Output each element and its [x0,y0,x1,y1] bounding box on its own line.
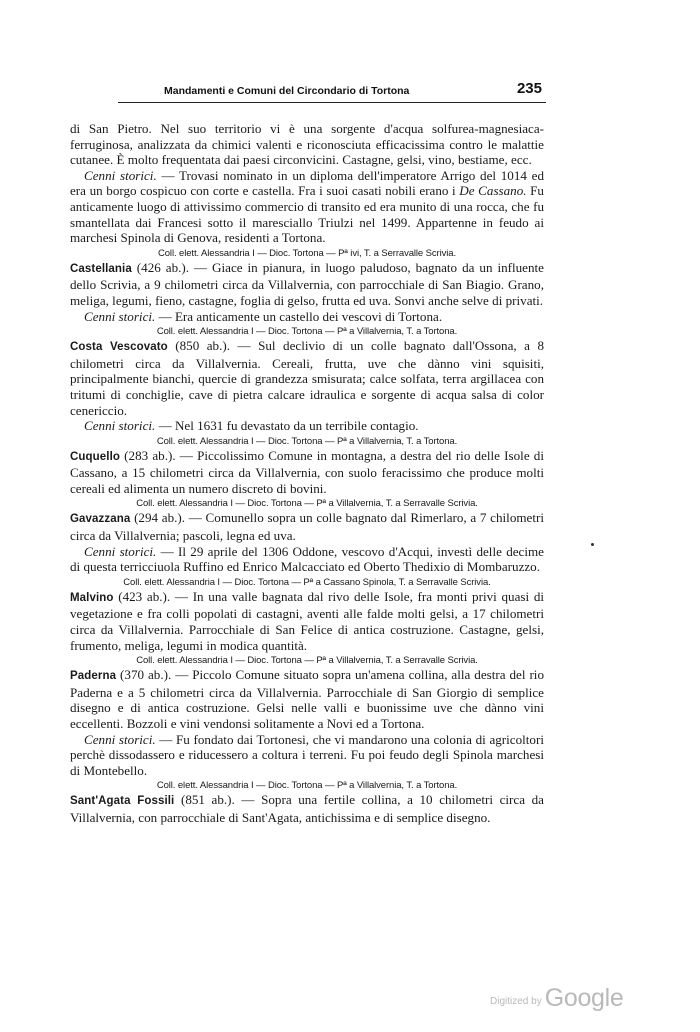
watermark-small: Digitized by [490,996,542,1007]
cenni-label: Cenni storici. [84,418,156,434]
entry-text: (370 ab.). — Piccolo Comune situato sopra un'amena collina, alla destra del rio Paderna e a 5 chilometri circa da Villalvernia. Parrocchiale di San Giorgio di semplice disegno e di antica costruzione. Gelsi nelle valli e buonissime uve che dànno vini eccellenti. Bozzoli e vini vendonsi solitamente a Novi ed a Tortona. [70,667,544,731]
entry-cenni [70,544,544,575]
entry-name: Malvino [70,591,114,604]
entry-text: (283 ab.). — Piccolissimo Comune in montagna, a destra del rio delle Isole di Cassano, a 15 chilometri circa da Villalvernia, con suolo feracissimo che produce molti cereali ed alimenta un numero discreto di bovini. [70,447,544,496]
cenni-text: — Era anticamente un castello dei vescovi di Tortona. [155,308,443,324]
entry-text: (850 ab.). — Sul declivio di un colle bagnato dall'Ossona, a 8 chilometri circa da Villalvernia. Cereali, frutta, uve che dànno vini squisiti, principalmente bianchi, quercie di grandezza smisurata; calce solfata, terra argillacea con tritumi di conchiglie, cave di pietra calcare idraulica e sorgente di acqua salsa di color cenericcio. [70,338,544,418]
coll-line: Coll. elett. Alessandria I — Dioc. Tortona — Pª a Villalvernia, T. a Tortona. [156,326,458,338]
cenni-text: — Nel 1631 fu devastato da un terribile contagio. [155,418,419,434]
entry-name: Sant'Agata Fossili [70,795,175,808]
entry-paragraph [70,338,544,418]
entry-paragraph [70,589,544,653]
entry-paragraph [70,510,544,543]
running-header [118,80,546,103]
coll-line: Coll. elett. Alessandria I — Dioc. Tortona — Pª a Villalvernia, T. a Serravalle Scrivia. [136,498,478,510]
header-title: Mandamenti e Comuni del Circondario di Tortona [164,85,410,97]
cenni-text: — Trovasi nominato in un diploma dell'imperatore Arrigo del 1014 ed era un borgo cospicuo con corte e castella. Fra i suoi casati nobili erano i [70,167,545,199]
entry-text: (426 ab.). — Giace in pianura, in luogo paludoso, bagnato da un influente dello Scrivia, a 9 chilometri circa da Villalvernia, con parrocchiale di San Biagio. Grano, meliga, legumi, fieno, castagne, foglia di gelso, frutta ed uva. Sonvi anche selve di privati. [70,259,544,308]
entry-paragraph [70,448,544,497]
entry-paragraph [70,792,544,825]
entry-text: (423 ab.). — In una valle bagnata dal rivo delle Isole, fra monti privi quasi di vegetazione e fra colli popolati di castagni, aventi alle falde molti gelsi, a 17 chilometri circa da Villalvernia. Parrocchiale di San Felice di antica costruzione. Castagne, gelsi, frumento, meliga, legumi in modica quantità. [70,588,544,653]
entry-text: (851 ab.). — Sopra una fertile collina, a 10 chilometri circa da Villalvernia, con parrocchiale di Sant'Agata, antichissima e di semplice disegno. [70,792,544,825]
watermark-google: Google [544,984,624,1012]
entry-name: Castellania [70,262,132,275]
cenni-text: — Fu fondato dai Tortonesi, che vi mandarono una colonia di agricoltori perchè dissodassero e riducessero a coltura i terreni. Fu poi feudo degli Spinola marchesi di Montebello. [70,731,544,778]
intro-cenni [70,168,544,246]
coll-line: Coll. elett. Alessandria I — Dioc. Tortona — Pª a Villalvernia, T. a Serravalle Scrivia. [136,655,478,667]
entry-cenni [70,732,544,779]
coll-line: Coll. elett. Alessandria I — Dioc. Tortona — Pª a Cassano Spinola, T. a Serravalle Scrivia. [123,576,491,588]
entries-list [70,260,544,826]
cenni-label: Cenni storici. [84,543,157,559]
entry-name: Costa Vescovato [70,341,168,354]
cenni-text: — Il 29 aprile del 1306 Oddone, vescovo d'Acqui, investì delle decime di questa terricciuola Ruffino ed Enrico Malcacciato ed Oberto Thedixio di Mombaruzzo. [70,543,544,575]
cenni-italic: De Cassano. [459,183,527,199]
cenni-label: Cenni storici. [84,308,156,324]
page-body [70,121,544,826]
entry-name: Paderna [70,670,117,683]
entry-text: (294 ab.). — Comunello sopra un colle bagnato dal Rimerlaro, a 7 chilometri circa da Villalvernia; pascoli, legna ed uva. [70,510,544,544]
margin-mark [591,543,594,546]
cenni-label: Cenni storici. [84,167,157,183]
cenni-label: Cenni storici. [84,731,156,747]
entry-paragraph [70,260,544,309]
entry-cenni [70,418,544,434]
page-number: 235 [516,80,542,97]
google-watermark [490,984,624,1013]
coll-line: Coll. elett. Alessandria I — Dioc. Tortona — Pª a Villalvernia, T. a Tortona. [156,435,458,447]
entry-name: Cuquello [70,450,120,463]
entry-name: Gavazzana [70,513,131,526]
intro-paragraph: di San Pietro. Nel suo territorio vi è una sorgente d'acqua solfurea-magnesiaca-ferruginosa, analizzata da chimici valenti e riconosciuta efficacissima contro le malattie cutanee. È molto frequentata dai paesi circonvicini. Castagne, gelsi, vino, bestiame, ecc. [70,121,544,168]
entry-paragraph [70,667,544,731]
cenni-text-2: Fu anticamente luogo di attivissimo commercio di transito ed era munito di una rocca, che fu smantellata dai Francesi sotto il maresciallo Triulzi nel 1499. Appartenne in feudo ai marchesi Spinola di Genova, residenti a Tortona. [70,183,544,246]
entry-cenni [70,309,544,325]
coll-line: Coll. elett. Alessandria I — Dioc. Tortona — Pª ivi, T. a Serravalle Scrivia. [157,247,456,259]
coll-line: Coll. elett. Alessandria I — Dioc. Tortona — Pª a Villalvernia, T. a Tortona. [156,780,458,792]
